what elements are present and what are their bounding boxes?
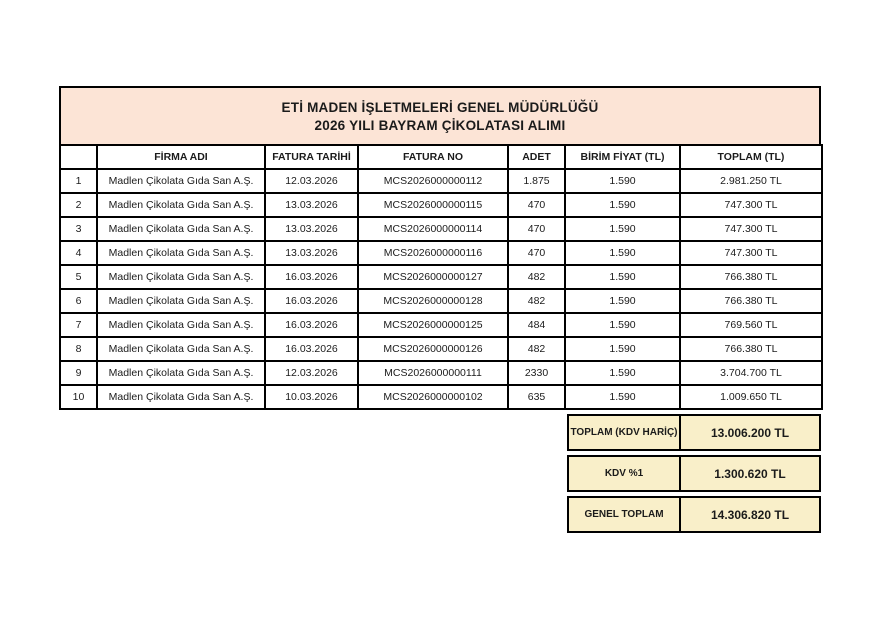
firma-cell: Madlen Çikolata Gıda San A.Ş. <box>97 337 265 361</box>
firma-cell: Madlen Çikolata Gıda San A.Ş. <box>97 313 265 337</box>
adet-cell: 470 <box>508 241 565 265</box>
toplam-cell: 766.380 TL <box>680 289 822 313</box>
summary-section <box>59 414 821 533</box>
birim-fiyat-cell: 1.590 <box>565 265 680 289</box>
grand-total-value: 14.306.820 TL <box>679 496 821 533</box>
summary-row-vat <box>567 455 822 492</box>
document <box>59 86 821 533</box>
birim-fiyat-cell: 1.590 <box>565 361 680 385</box>
subtotal-label: TOPLAM (KDV HARİÇ) <box>567 414 682 451</box>
adet-cell: 470 <box>508 217 565 241</box>
tarih-cell: 13.03.2026 <box>265 217 358 241</box>
header-cell-birim-fiyat: BİRİM FİYAT (TL) <box>565 145 680 169</box>
header-cell-firma: FİRMA ADI <box>97 145 265 169</box>
row-num-cell: 8 <box>60 337 97 361</box>
vat-value: 1.300.620 TL <box>679 455 821 492</box>
tarih-cell: 12.03.2026 <box>265 361 358 385</box>
table-row <box>60 241 822 265</box>
table-row <box>60 217 822 241</box>
tarih-cell: 16.03.2026 <box>265 265 358 289</box>
table-row <box>60 385 822 409</box>
tarih-cell: 16.03.2026 <box>265 337 358 361</box>
header-row <box>60 145 822 169</box>
adet-cell: 482 <box>508 337 565 361</box>
birim-fiyat-cell: 1.590 <box>565 289 680 313</box>
tarih-cell: 12.03.2026 <box>265 169 358 193</box>
fatura-no-cell: MCS2026000000116 <box>358 241 508 265</box>
fatura-no-cell: MCS2026000000127 <box>358 265 508 289</box>
tarih-cell: 13.03.2026 <box>265 241 358 265</box>
title-line-2: 2026 YILI BAYRAM ÇİKOLATASI ALIMI <box>314 117 566 133</box>
adet-cell: 1.875 <box>508 169 565 193</box>
birim-fiyat-cell: 1.590 <box>565 193 680 217</box>
toplam-cell: 747.300 TL <box>680 193 822 217</box>
birim-fiyat-cell: 1.590 <box>565 313 680 337</box>
table-row <box>60 337 822 361</box>
table-row <box>60 361 822 385</box>
grand-total-label: GENEL TOPLAM <box>567 496 682 533</box>
toplam-cell: 747.300 TL <box>680 241 822 265</box>
header-cell-tarih: FATURA TARİHİ <box>265 145 358 169</box>
adet-cell: 484 <box>508 313 565 337</box>
vat-label: KDV %1 <box>567 455 682 492</box>
row-num-cell: 10 <box>60 385 97 409</box>
toplam-cell: 766.380 TL <box>680 265 822 289</box>
birim-fiyat-cell: 1.590 <box>565 241 680 265</box>
firma-cell: Madlen Çikolata Gıda San A.Ş. <box>97 217 265 241</box>
firma-cell: Madlen Çikolata Gıda San A.Ş. <box>97 169 265 193</box>
toplam-cell: 766.380 TL <box>680 337 822 361</box>
tarih-cell: 16.03.2026 <box>265 289 358 313</box>
header-cell-index <box>60 145 97 169</box>
birim-fiyat-cell: 1.590 <box>565 217 680 241</box>
title-line-1: ETİ MADEN İŞLETMELERİ GENEL MÜDÜRLÜĞÜ <box>281 99 599 115</box>
fatura-no-cell: MCS2026000000112 <box>358 169 508 193</box>
row-num-cell: 3 <box>60 217 97 241</box>
adet-cell: 635 <box>508 385 565 409</box>
tarih-cell: 16.03.2026 <box>265 313 358 337</box>
firma-cell: Madlen Çikolata Gıda San A.Ş. <box>97 361 265 385</box>
tarih-cell: 13.03.2026 <box>265 193 358 217</box>
summary-row-grand-total <box>567 496 822 533</box>
adet-cell: 482 <box>508 265 565 289</box>
table-row <box>60 169 822 193</box>
row-num-cell: 4 <box>60 241 97 265</box>
fatura-no-cell: MCS2026000000111 <box>358 361 508 385</box>
toplam-cell: 2.981.250 TL <box>680 169 822 193</box>
table-row <box>60 313 822 337</box>
row-num-cell: 6 <box>60 289 97 313</box>
firma-cell: Madlen Çikolata Gıda San A.Ş. <box>97 241 265 265</box>
row-num-cell: 1 <box>60 169 97 193</box>
birim-fiyat-cell: 1.590 <box>565 385 680 409</box>
birim-fiyat-cell: 1.590 <box>565 337 680 361</box>
toplam-cell: 747.300 TL <box>680 217 822 241</box>
header-cell-adet: ADET <box>508 145 565 169</box>
table-row <box>60 265 822 289</box>
fatura-no-cell: MCS2026000000128 <box>358 289 508 313</box>
firma-cell: Madlen Çikolata Gıda San A.Ş. <box>97 193 265 217</box>
fatura-no-cell: MCS2026000000125 <box>358 313 508 337</box>
subtotal-value: 13.006.200 TL <box>679 414 821 451</box>
fatura-no-cell: MCS2026000000114 <box>358 217 508 241</box>
firma-cell: Madlen Çikolata Gıda San A.Ş. <box>97 289 265 313</box>
adet-cell: 470 <box>508 193 565 217</box>
birim-fiyat-cell: 1.590 <box>565 169 680 193</box>
fatura-no-cell: MCS2026000000126 <box>358 337 508 361</box>
firma-cell: Madlen Çikolata Gıda San A.Ş. <box>97 265 265 289</box>
toplam-cell: 3.704.700 TL <box>680 361 822 385</box>
table-row <box>60 289 822 313</box>
title-box <box>59 86 821 146</box>
toplam-cell: 769.560 TL <box>680 313 822 337</box>
header-cell-fatura-no: FATURA NO <box>358 145 508 169</box>
adet-cell: 2330 <box>508 361 565 385</box>
invoice-table <box>59 144 823 410</box>
adet-cell: 482 <box>508 289 565 313</box>
toplam-cell: 1.009.650 TL <box>680 385 822 409</box>
table-row <box>60 193 822 217</box>
row-num-cell: 9 <box>60 361 97 385</box>
tarih-cell: 10.03.2026 <box>265 385 358 409</box>
fatura-no-cell: MCS2026000000115 <box>358 193 508 217</box>
header-cell-toplam: TOPLAM (TL) <box>680 145 822 169</box>
summary-row-subtotal <box>567 414 822 451</box>
row-num-cell: 7 <box>60 313 97 337</box>
firma-cell: Madlen Çikolata Gıda San A.Ş. <box>97 385 265 409</box>
row-num-cell: 2 <box>60 193 97 217</box>
fatura-no-cell: MCS2026000000102 <box>358 385 508 409</box>
row-num-cell: 5 <box>60 265 97 289</box>
